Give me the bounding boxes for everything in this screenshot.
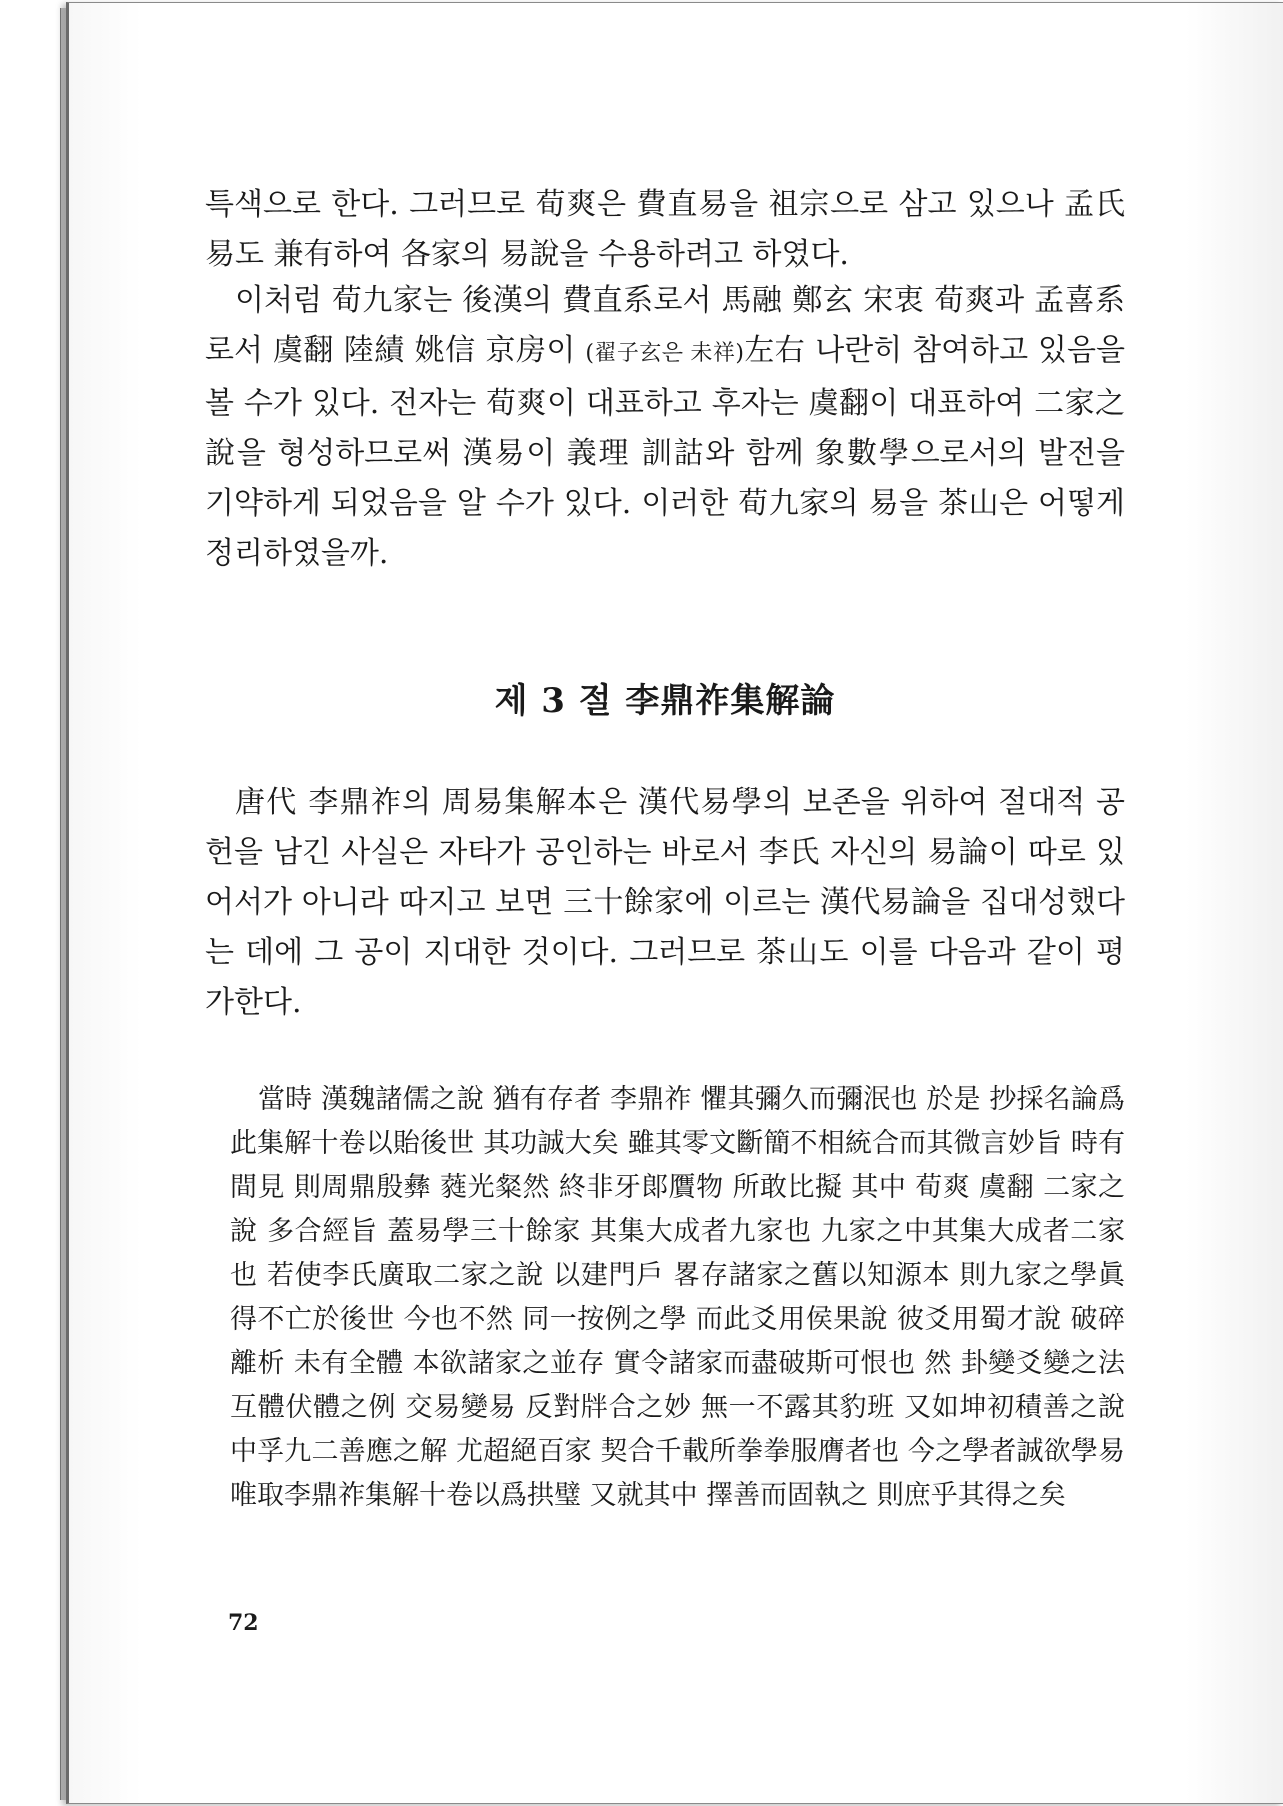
- paragraph-2-note: (翟子玄은 未祥): [585, 341, 744, 366]
- paragraph-2: [205, 276, 1125, 579]
- block-quote: 當時 漢魏諸儒之說 猶有存者 李鼎祚 懼其彌久而彌泯也 於是 抄採名論爲此集解十卷以貽後世 其功誠大矣 雖其零文斷簡不相統合而其微言妙旨 時有間見 則周鼎殷彝 蕤光粲然 終非牙郞贋物 所敢比擬 其中 荀爽 虞翻 二家之說 多合經旨 蓋易學三十餘家 其集大成者九家也 九家之中其集大成者二家也 若使李氏廣取二家之說 以建門戶 畧存諸家之舊以知源本 則九家之學眞得不亡於後世 今也不然 同一按例之學 而此爻用侯果說 彼爻用蜀才說 破碎離析 未有全體 本欲諸家之並存 實令諸家而盡破斯可恨也 然 卦變爻變之法 互體伏體之例 交易變易 反對牉合之妙 無一不露其豹班 又如坤初積善之說 中孚九二善應之解 尤超絕百家 契合千載所拳拳服膺者也 今之學者誠欲學易 唯取李鼎祚集解十卷以爲拱璧 又就其中 擇善而固執之 則庶乎其得之矣: [230, 1084, 1125, 1511]
- paragraph-2-text-b: 左右 나란히 참여하고 있음을 볼 수가 있다. 전자는 荀爽이 대표하고 후자는 虞翻이 대표하여 二家之說을 형성하므로써 漢易이 義理 訓詁와 함께 象數學으로서의 발전을 기약하게 되었음을 알 수가 있다. 이러한 荀九家의 易을 茶山은 어떻게 정리하였을까.: [205, 333, 1125, 571]
- section-title: 제 3 절 李鼎祚集解論: [494, 681, 836, 721]
- paragraph-1: 특색으로 한다. 그러므로 荀爽은 費直易을 祖宗으로 삼고 있으나 孟氏易도 兼有하여 各家의 易說을 수용하려고 하였다.: [205, 187, 1125, 272]
- paragraph-2-text-a: 이처럼 荀九家는 後漢의 費直系로서 馬融 鄭玄 宋衷 荀爽과 孟喜系로서 虞翻 陸績 姚信 京房이: [205, 283, 1125, 368]
- page-number: 72: [228, 1610, 259, 1636]
- paragraph-3: 唐代 李鼎祚의 周易集解本은 漢代易學의 보존을 위하여 절대적 공헌을 남긴 사실은 자타가 공인하는 바로서 李氏 자신의 易論이 따로 있어서가 아니라 따지고 보면 三十餘家에 이르는 漢代易論을 집대성했다는 데에 그 공이 지대한 것이다. 그러므로 茶山도 이를 다음과 같이 평가한다.: [205, 785, 1125, 1020]
